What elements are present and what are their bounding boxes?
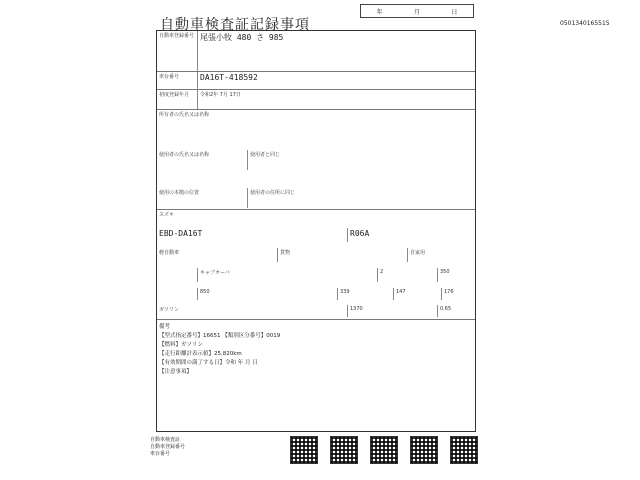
capacity-value: 2	[377, 268, 397, 282]
document-number: 0501340165515	[560, 20, 610, 27]
issue-date-box	[360, 4, 474, 18]
note-line: 【注意事項】	[159, 369, 193, 375]
private-value: 自家用	[407, 248, 457, 262]
date-year: 年	[376, 8, 383, 16]
spec-section	[157, 209, 475, 320]
first-reg-row	[157, 89, 475, 110]
qr-code	[450, 436, 478, 464]
base-value: 使用者の住所に同じ	[247, 188, 367, 208]
qr-code	[290, 436, 318, 464]
fuel-value: ガソリン	[159, 307, 180, 313]
footer-box	[150, 436, 185, 457]
footer-line: 自動車登録番号	[150, 444, 186, 450]
record-sheet	[156, 30, 476, 432]
length-value: 339	[337, 288, 367, 300]
notes-body	[159, 332, 469, 377]
owner-section	[157, 109, 475, 210]
base-label: 使用の本拠の位置	[159, 190, 200, 196]
first-reg-value: 令和2年 7月 17日	[197, 90, 297, 110]
note-line: 【型式指定番号】16651 【類別区分番号】0019	[159, 333, 281, 339]
chassis-row	[157, 71, 475, 90]
category-value: 軽自動車	[159, 250, 180, 256]
date-day: 日	[451, 8, 458, 16]
first-reg-label: 初度登録年月	[159, 92, 190, 98]
notes-section	[157, 319, 475, 432]
qr-code	[330, 436, 358, 464]
plate-label: 自動車登録番号	[159, 33, 195, 39]
gross-value: 1370	[347, 305, 387, 317]
note-line: 【有効期間の満了する日】令和 年 月 日	[159, 360, 258, 366]
chassis-label: 車台番号	[159, 74, 180, 80]
qr-code	[370, 436, 398, 464]
load-value: 350	[437, 268, 467, 282]
note-line: 【燃料】ガソリン	[159, 342, 204, 348]
height-value: 176	[441, 288, 471, 300]
engine-value: R06A	[347, 228, 417, 242]
user-label: 使用者の氏名又は名称	[159, 152, 210, 158]
qr-code	[410, 436, 438, 464]
displacement-value: 0.65	[437, 305, 467, 317]
use-value: 貨物	[277, 248, 317, 262]
note-line: 【走行距離計表示値】25,820km	[159, 351, 242, 357]
user-value: 使用者と同じ	[247, 150, 367, 170]
maker-value: スズキ	[159, 212, 175, 218]
owner-label: 所有者の氏名又は名称	[159, 112, 210, 118]
plate-value: 尾張小牧 480 さ 985	[197, 31, 317, 71]
weight-value: 850	[197, 288, 227, 300]
body-value: キャブオーバ	[197, 268, 257, 282]
vehicle-section	[157, 31, 475, 71]
type-value: EBD-DA16T	[159, 229, 203, 238]
document-title: 自動車検査証記録事項	[160, 17, 310, 33]
footer-line: 自動車検査証	[150, 437, 181, 443]
date-month: 月	[413, 8, 420, 16]
width-value: 147	[393, 288, 423, 300]
notes-heading: 備考	[159, 324, 171, 330]
chassis-value: DA16T-418592	[197, 72, 397, 90]
footer-line: 車台番号	[150, 451, 171, 457]
